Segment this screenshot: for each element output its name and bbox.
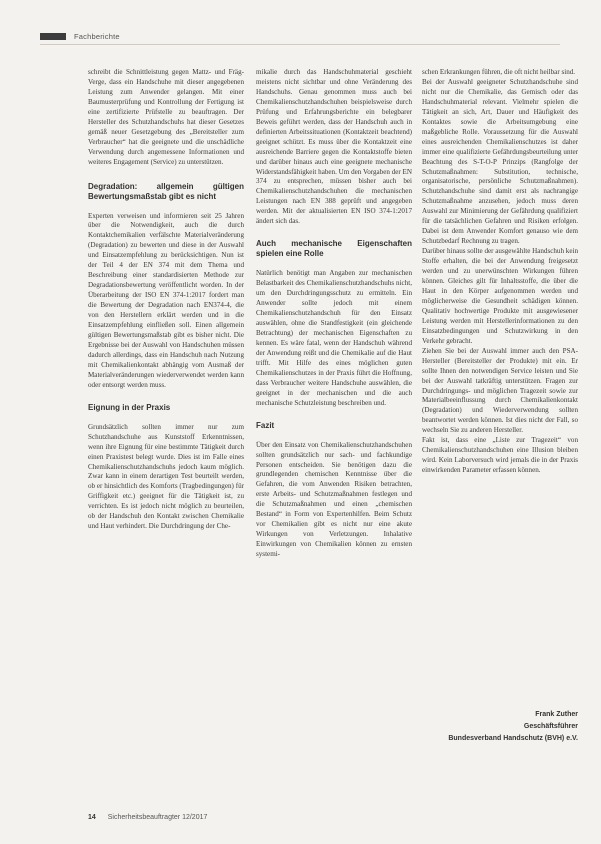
section-marker [40,33,66,40]
column-3 [422,68,578,784]
author-organization: Bundesverband Handschutz (BVH) e.V. [448,735,578,742]
section-header [40,32,565,40]
publication-name: Sicherheitsbeauftragter 12/2017 [107,814,208,821]
header-rule [40,44,560,45]
subheading-fazit: Fazit [256,420,275,430]
paragraph: Darüber hinaus sollte der ausgewählte Handschuh kein Stoffe erhalten, die bei der Anwendung freigesetzt werden und zu unerwünschten Wirkungen führen können. Gleiches gilt für Inhaltsstoffe, die über die Haut in den Körper aufgenommen werden und möglicherweise die Gesundheit schädigen können. Qualitativ hochwertige Produkte mit ausgewiesener Leistung werden mit Herstellerinformationen zu den Einsatzbedingungen und Schutzwirkung in den Verkehr gebracht. [422,247,578,345]
author-name: Frank Zuther [535,711,578,718]
page-number: 14 [88,814,96,821]
paragraph: Ziehen Sie bei der Auswahl immer auch den PSA-Hersteller (Bereitsteller der Produkte) mit ein. Er sollte Ihnen den notwendigen Service leisten und Sie bei der Auswahl tatkräftig unterstützen. Fragen zur Durchdringungs- und möglichen Tragezeit sowie zur Materialbeeinflussung durch Chemikalienkontakt (Degradation) und Wiederverwendung sollten beantwortet werden können. Ist dies nicht der Fall, so wechseln Sie zu anderen Hersteller. [422,346,578,435]
author-role: Geschäftsführer [523,723,578,730]
page-footer [88,814,207,821]
paragraph: Über den Einsatz von Chemikalienschutzhandschuhen sollten grundsätzlich nur sach- und fachkundige Personen entscheiden. Sie benötigen dazu die grundlegenden chemischen Kenntnisse über die Gefahren, die vom Anwenden Risiken betrachten, erste Arbeits- und Schutzmaßnahmen festlegen und die Schutzmaßnahmen und einen „chemischen Bestand“ in Form von Expertenhilfen. Beim Schutz vor Chemikalien gibt es nicht nur eine akute Wirkungen von Verletzungen. Inhalative Einwirkungen von Chemikalien können zu ernsten systemi- [256,440,412,559]
paragraph: Experten verweisen und informieren seit 25 Jahren über die Notwendigkeit, auch die durch Kontaktchemikalien verfälschte Materialveränderung (Degradation) zu bewerten und diese in der Auswahl und Einsatzempfehlung zu berücksichtigen. Nun ist der Teil 4 der EN 374 mit dem Thema und Beschreibung einer standardisierten Methode zur Degradationsbewertung veröffentlicht worden. In der Überarbeitung der ISO EN 374-1:2017 fordert man die Bewertung der Degradation nach EN374-4, die von den Herstellern erklärt werden und in die Einsatzempfehlung einfließen soll. Einen allgemein gültigen Bewertungsmaßstab gibt es bisher nicht. Die Ergebnisse bei der Auswahl von Handschuhen müssen dadurch allerdings, dass ein Handschuh nach Nutzung mit Chemikalienkontakt abhängig vom Ausmaß der Materialveränderungen wiederverwendet werden kann oder entsorgt werden muss. [88,211,244,389]
paragraph: schen Erkrankungen führen, die oft nicht heilbar sind. [422,68,576,76]
column-1 [88,68,244,784]
subheading-mechanisch: Auch mechanische Eigenschaften spielen eine Rolle [256,239,412,259]
paragraph: Bei der Auswahl geeigneter Schutzhandschuhe sind nicht nur die Chemikalie, das Gemisch oder das Handschuhmaterial relevant. Vielmehr spielen die Tätigkeit an sich, Art, Dauer und Häufigkeit des Kontaktes sowie die Arbeitsumgebung eine maßgebliche Rolle. Voraussetzung für die Auswahl eines ausreichenden Chemikalienschutzes ist daher immer eine qualifizierte Gefährdungsbeurteilung unter Beachtung des S-T-O-P Prinzips (Rangfolge der Schutzmaßnahmen: Substitution, technische, organisatorische, persönliche Schutzmaßnahmen). Schutzhandschuhe sind damit erst als nachrangige Schutzmaßnahme anzusehen, jedoch muss deren Auswahl zur Minimierung der Gefährdung qualifiziert für die tatsächlichen Gefahren und Risiken erfolgen. Dabei ist dem Anwender Komfort genauso wie dem Schutzbedarf Rechnung zu tragen. [422,77,578,246]
paragraph: mikalie durch das Handschuhmaterial geschieht meistens nicht sichtbar und ohne Veränderung des Handschuhs. Genau genommen muss auch bei Chemikalienschutzhandschuhen beispielsweise durch Prüfung und Erfahrungsberichte ein belegbarer Beweis geführt werden, dass der Handschuh auch in definierten Arbeitssituationen (Kontaktzeit beachtend) geeignet schützt. Es muss über die Kontaktzeit eine ausreichende Barriere gegen die Kontaktstoffe bieten und darüber hinaus auch eine geeignete mechanische Widerstandsfähigkeit haben. Um den Vorgaben der EN 374 zu entsprechen, müssen bisher auch bei Chemikalienschutzhandschuhen die mechanischen Leistungen nach EN 388 geprüft und angegeben werden. Mit der aktualisierten EN ISO 374-1:2017 ändert sich das. [256,68,412,226]
section-label: Fachberichte [74,31,120,41]
paragraph: Grundsätzlich sollten immer nur zum Schutzhandschuhe aus Kunststoff Erkenntnissen, wenn ihre Eignung für eine bestimmte Tätigkeit durch einen Praxistest belegt wurde. Dies ist im Falle eines Chemikalienschutzhandschuhs jedoch kaum möglich. Zwar kann in einem derartigen Test beurteilt werden, ob er hinsichtlich des Komforts (Tragbedingungen) für Griffigkeit etc.) geeignet für die Tätigkeit ist, zu verrichten. Es ist jedoch nicht möglich zu beurteilen, ob der Handschuh den Kontakt zwischen Chemikalie und Haut verhindert. Die Durchdringung der Che- [88,422,244,531]
subheading-eignung: Eignung in der Praxis [88,402,171,412]
paragraph: Natürlich benötigt man Angaben zur mechanischen Belastbarkeit des Chemikalienschutzhandschuhs nicht, um den Durchdringungsschutz zu ermitteln. Ein Anwender sollte jedoch mit einem Chemikalienschutzhandschuh für den Einsatz auswählen, ohne die Standfestigkeit (ein gleichende Betrachtung) der mechanischen Eigenschaften zu kennen. Es wäre fatal, wenn der Handschuh während der Anwendung reißt und die Chemikalie auf die Haut trifft. Mit Hilfe des eines möglichen guten Chemikalienschutzes in der Praxis führt die Hoffnung, dass Verbraucher weitere Handschuhe auswählen, die geeignet in der mechanischen und die auch mechanische Schutzleistung beschreiben und. [256,269,412,407]
column-2 [256,68,412,784]
author-signature [422,709,578,745]
subheading-degradation: Degradation: allgemein gültigen Bewertungsmaßstab gibt es nicht [88,181,244,201]
paragraph: schreibt die Schnittleistung gegen Mattz- und Fräg-Verge, dass ein Handschuhe mit dieser angegebenen Leistung zum Anwender gelangen. Mit einer Baumusterprüfung und Kontrollung der Fertigung ist eine zertifizierte Prüfstelle zu beauftragen. Der Hersteller des Schutzhandschuhs hat dieser Gesetzes gemäß neuer Gesetzgebung des „Bereitsteller zum Verbraucher“ hat die geeignete und die unschädliche Verwendung durch angemessene Informationen und weiteres Engagement (Service) zu unterstützen. [88,68,244,166]
paragraph: Fakt ist, dass eine „Liste zur Tragezeit“ von Chemikalienschutzhandschuhen eine Illusion bleiben wird. Kein Laborversuch wird jemals die in der Praxis einwirkenden Parameter erfassen können. [422,436,578,475]
